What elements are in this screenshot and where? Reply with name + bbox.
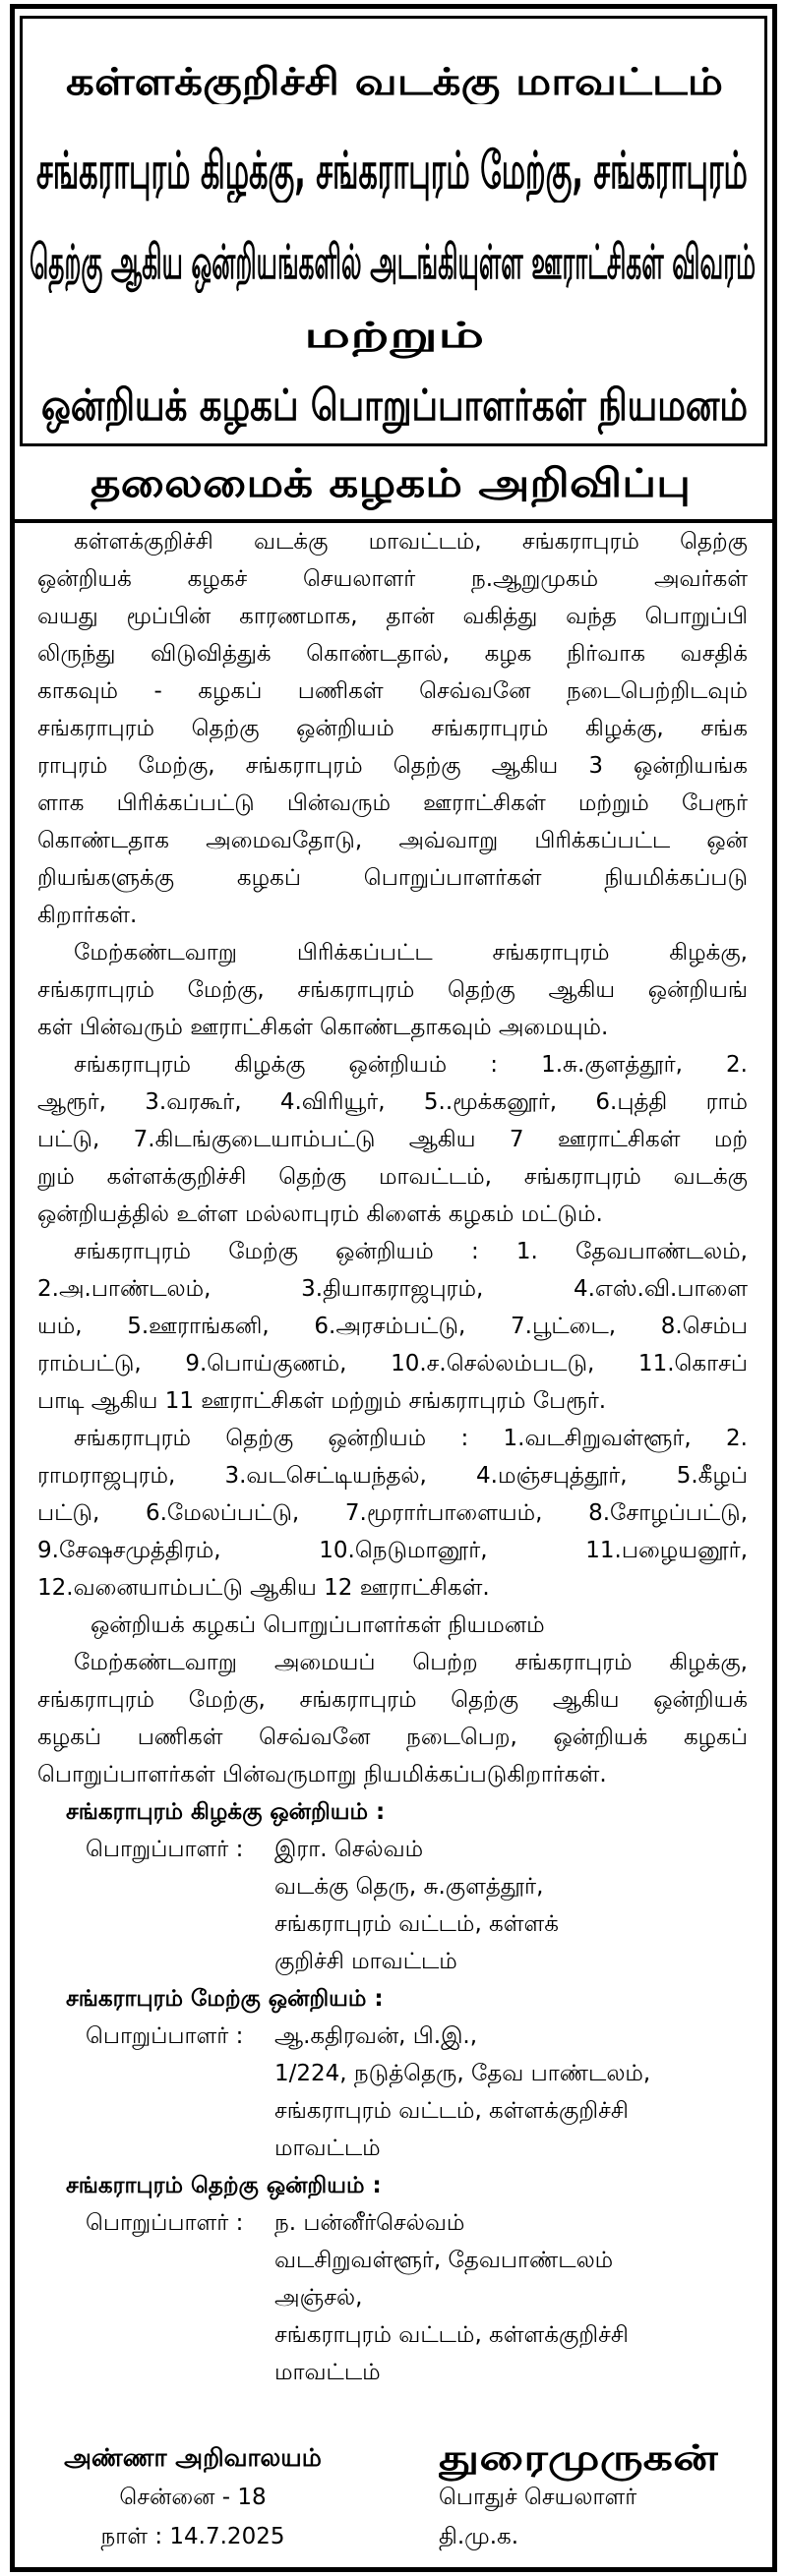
union-heading: சங்கராபுரம் மேற்கு ஒன்றியம் :	[66, 1986, 384, 2012]
paragraph-line: பட்டு, 7.கிடங்குடையாம்பட்டு ஆகிய 7 ஊராட்சிகள் மற்	[37, 1127, 748, 1152]
paragraph-line: சங்கராபுரம் கிழக்கு ஒன்றியம் : 1.சு.குளத்தூர், 2.	[74, 1052, 748, 1078]
paragraph	[37, 1046, 748, 1233]
paragraph-subheading: ஒன்றியக் கழகப் பொறுப்பாளர்கள் நியமனம்	[91, 1612, 545, 1638]
footer-signature	[439, 2429, 763, 2566]
notice-title-box	[15, 446, 772, 523]
paragraph-line: ளாக பிரிக்கப்பட்டு பின்வரும் ஊராட்சிகள் மற்றும் பேரூர்	[37, 790, 748, 816]
paragraph	[37, 934, 748, 1046]
headline-conjunction-text: மற்றும்	[304, 316, 485, 356]
appointee-row	[37, 2204, 748, 2242]
footer-address	[61, 2429, 325, 2566]
paragraph	[37, 1420, 748, 1607]
district-title-text: கள்ளக்குறிச்சி வடக்கு மாவட்டம்	[66, 60, 723, 103]
paragraph-line: பாடி ஆகிய 11 ஊராட்சிகள் மற்றும் சங்கராபுரம் பேரூர்.	[37, 1388, 607, 1414]
paragraph-line: கழகப் பணிகள் செவ்வனே நடைபெற, ஒன்றியக் கழகப்	[37, 1725, 748, 1750]
notice-title-text: தலைமைக் கழகம் அறிவிப்பு	[91, 461, 691, 506]
paragraph-line: காகவும் - கழகப் பணிகள் செவ்வனே நடைபெற்றிடவும்	[37, 678, 748, 704]
notice-footer	[0, 2429, 787, 2566]
headline-line-1-text: சங்கராபுரம் கிழக்கு, சங்கராபுரம் மேற்கு, சங்கராபுரம்	[36, 142, 748, 201]
address-line: மாவட்டம்	[274, 2136, 381, 2161]
paragraph-line: சங்கராபுரம் மேற்கு, சங்கராபுரம் தெற்கு ஆகிய ஒன்றியக்	[37, 1687, 748, 1713]
paragraph-line: 9.சேஷசமுத்திரம், 10.நெடுமானூர், 11.பழையனூர்,	[37, 1538, 748, 1563]
address-line: அஞ்சல்,	[274, 2285, 363, 2311]
appointee-name: ந. பன்னீர்செல்வம்	[274, 2210, 465, 2236]
address-line: சங்கராபுரம் வட்டம், கள்ளக்குறிச்சி	[274, 2098, 629, 2124]
appointee-row	[37, 1831, 748, 1868]
paragraph-line: றும் கள்ளக்குறிச்சி தெற்கு மாவட்டம், சங்கராபுரம் வடக்கு	[37, 1164, 748, 1190]
paragraph-line: றியங்களுக்கு கழகப் பொறுப்பாளர்கள் நியமிக்கப்படு	[37, 865, 748, 891]
paragraph-line: கள்ளக்குறிச்சி வடக்கு மாவட்டம், சங்கராபுரம் தெற்கு	[74, 529, 748, 555]
appointee-name: ஆ.கதிரவன், பி.இ.,	[274, 2023, 478, 2049]
address-line: வடக்கு தெரு, சு.குளத்தூர்,	[274, 1874, 544, 1900]
headline-line-1	[36, 140, 748, 203]
paragraph-line: ராமராஜபுரம், 3.வடசெட்டியந்தல், 4.மஞ்சபுத்தூர், 5.கீழப்	[37, 1463, 748, 1489]
paragraph-line: கள் பின்வரும் ஊராட்சிகள் கொண்டதாகவும் அமையும்.	[37, 1015, 609, 1040]
paragraph-line: சங்கராபுரம் மேற்கு, சங்கராபுரம் தெற்கு ஆகிய ஒன்றியங்	[37, 977, 748, 1003]
paragraph-line: 2.அ.பாண்டலம், 3.தியாகராஜபுரம், 4.எஸ்.வி.பாளை	[37, 1276, 748, 1302]
paragraph-line: லிருந்து விடுவித்துக் கொண்டதால், கழக நிர்வாக வசதிக்	[37, 641, 748, 667]
paragraph-line: சங்கராபுரம் மேற்கு ஒன்றியம் : 1. தேவபாண்டலம்,	[74, 1239, 748, 1264]
paragraph-line: மேற்கண்டவாறு அமையப் பெற்ற சங்கராபுரம் கிழக்கு,	[74, 1650, 748, 1675]
office-city: சென்னை - 18	[119, 2485, 267, 2510]
office-name: அண்ணா அறிவாலயம்	[64, 2443, 322, 2472]
appointee-name: இரா. செல்வம்	[274, 1837, 424, 1862]
paragraph-line: பட்டு, 6.மேலப்பட்டு, 7.மூரார்பாளையம், 8.சோழப்பட்டு,	[37, 1500, 748, 1526]
role-label: பொறுப்பாளர் :	[86, 2023, 244, 2049]
headline-line-2	[30, 232, 756, 293]
headline-conjunction	[304, 313, 485, 360]
appointment-block	[37, 2167, 748, 2391]
paragraph-line: ஒன்றியத்தில் உள்ள மல்லாபுரம் கிளைக் கழகம் மட்டும்.	[37, 1201, 603, 1227]
address-line: 1/224, நடுத்தெரு, தேவ பாண்டலம்,	[274, 2061, 651, 2086]
appointment-block	[37, 1980, 748, 2167]
district-title	[66, 59, 723, 104]
party-name: தி.மு.க.	[439, 2524, 519, 2549]
paragraph-line: பொறுப்பாளர்கள் பின்வருமாறு நியமிக்கப்படுகிறார்கள்.	[37, 1762, 607, 1787]
notice-date: நாள் : 14.7.2025	[100, 2524, 285, 2549]
paragraph-line: ராம்பட்டு, 9.பொய்குணம், 10.ச.செல்லம்படடு, 11.கொசப்	[37, 1351, 748, 1376]
union-heading: சங்கராபுரம் தெற்கு ஒன்றியம் :	[66, 2173, 382, 2198]
role-label: பொறுப்பாளர் :	[86, 2210, 244, 2236]
paragraph-line: 12.வனையாம்பட்டு ஆகிய 12 ஊராட்சிகள்.	[37, 1575, 490, 1601]
headline-line-3-text: ஒன்றியக் கழகப் பொறுப்பாளர்கள் நியமனம்	[41, 381, 748, 431]
paragraph-line: சங்கராபுரம் தெற்கு ஒன்றியம் : 1.வடசிறுவள்ளூர், 2.	[74, 1426, 748, 1451]
notice-title	[91, 456, 691, 511]
paragraph-line: யம், 5.ஊராங்கனி, 6.அரசம்பட்டு, 7.பூட்டை, 8.செம்ப	[37, 1314, 748, 1339]
signatory-name	[439, 2434, 718, 2484]
address-line: சங்கராபுரம் வட்டம், கள்ளக்	[274, 1911, 559, 1937]
address-line: குறிச்சி மாவட்டம்	[274, 1949, 457, 1974]
role-label: பொறுப்பாளர் :	[86, 1837, 244, 1862]
paragraph-line: கொண்டதாக அமைவதோடு, அவ்வாறு பிரிக்கப்பட்ட ஒன்	[37, 828, 748, 853]
paragraph	[37, 1607, 748, 1793]
paragraph-line: கிறார்கள்.	[37, 903, 138, 928]
paragraph-line: சங்கராபுரம் தெற்கு ஒன்றியம் சங்கராபுரம் கிழக்கு, சங்க	[37, 716, 748, 741]
headline-line-2-text: தெற்கு ஆகிய ஒன்றியங்களில் அடங்கியுள்ள ஊராட்சிகள் விவரம்	[30, 235, 756, 290]
paragraph	[37, 1233, 748, 1420]
paragraph-line: ராபுரம் மேற்கு, சங்கராபுரம் தெற்கு ஆகிய 3 ஒன்றியங்க	[37, 753, 748, 779]
header-box	[20, 16, 767, 446]
address-line: வடசிறுவள்ளூர், தேவபாண்டலம்	[274, 2248, 614, 2273]
union-heading: சங்கராபுரம் கிழக்கு ஒன்றியம் :	[66, 1799, 386, 1825]
signatory-designation: பொதுச் செயலாளர்	[439, 2485, 637, 2510]
paragraph-line: வயது மூப்பின் காரணமாக, தான் வகித்து வந்த பொறுப்பி	[37, 604, 748, 629]
headline-line-3	[41, 378, 748, 435]
paragraph-line: ஒன்றியக் கழகச் செயலாளர் ந.ஆறுமுகம் அவர்கள்	[37, 566, 748, 592]
appointee-row	[37, 2018, 748, 2055]
signatory-name-text: துரைமுருகன்	[439, 2438, 718, 2479]
appointment-block	[37, 1793, 748, 1980]
paragraph-line: மேற்கண்டவாறு பிரிக்கப்பட்ட சங்கராபுரம் கிழக்கு,	[74, 940, 748, 966]
notice-body	[37, 523, 748, 2391]
address-line: சங்கராபுரம் வட்டம், கள்ளக்குறிச்சி	[274, 2322, 629, 2348]
address-line: மாவட்டம்	[274, 2360, 381, 2385]
paragraph-line: ஆரூர், 3.வரகூர், 4.விரியூர், 5..மூக்கனூர், 6.புத்தி ராம்	[37, 1089, 748, 1115]
paragraph	[37, 523, 748, 934]
